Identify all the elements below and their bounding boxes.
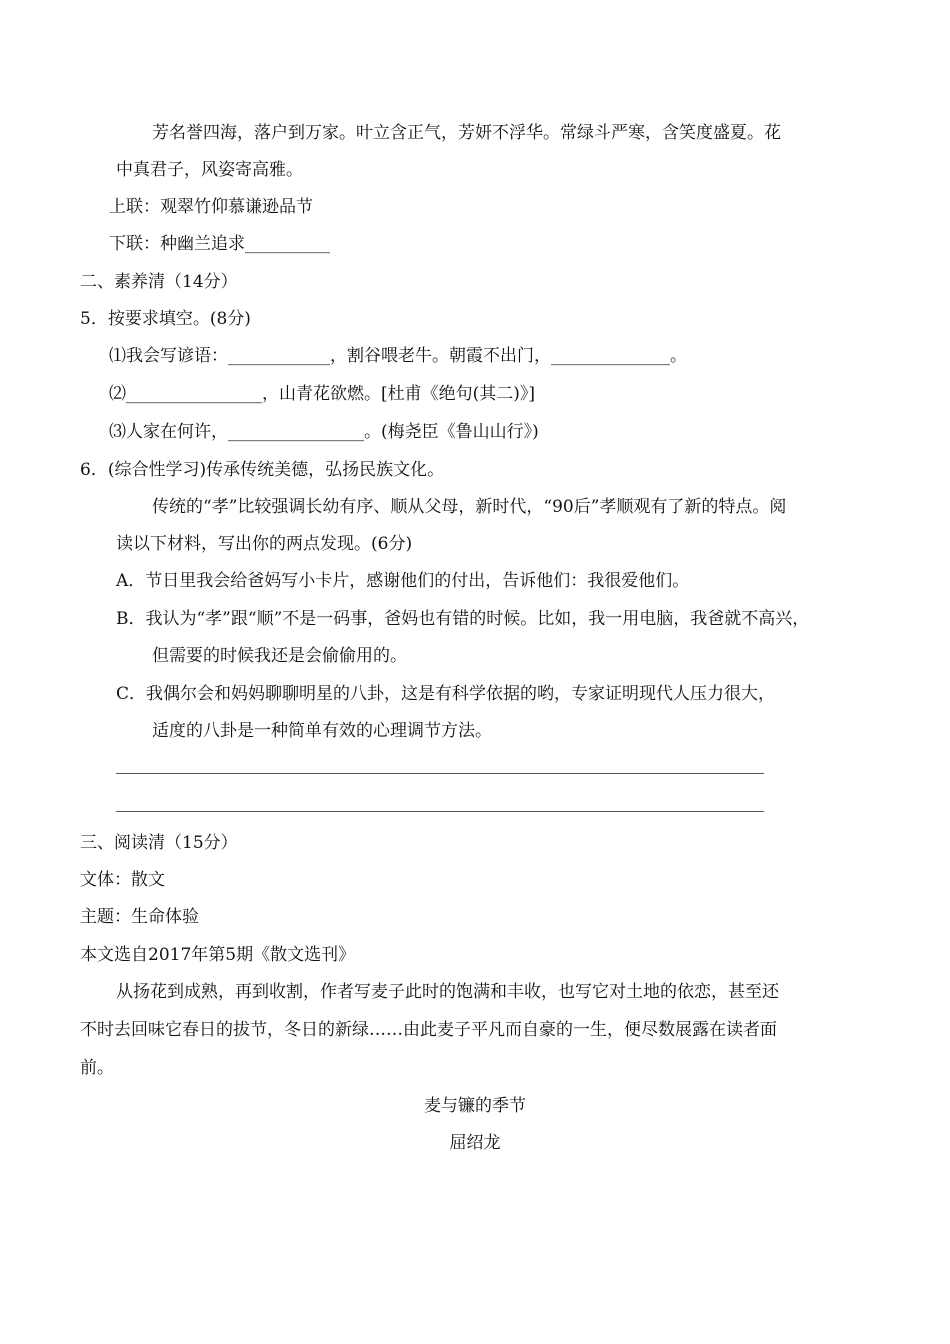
reading-intro-line-3: 前。: [80, 1058, 114, 1078]
couplet-lower: 下联：种幽兰追求__________: [109, 234, 330, 254]
answer-line-1[interactable]: [116, 773, 764, 774]
question-6-intro-2: 读以下材料，写出你的两点发现。(6分): [116, 534, 413, 554]
reading-intro-line-2: 不时去回味它春日的拔节，冬日的新绿……由此麦子平凡而自豪的一生，便尽数展露在读者面: [80, 1020, 777, 1040]
question-5-item-2: ⑵________________，山青花欲燃。[杜甫《绝句(其二)》]: [109, 384, 536, 404]
article-author: 屈绍龙: [449, 1133, 501, 1153]
couplet-upper: 上联：观翠竹仰慕谦逊品节: [109, 197, 313, 217]
poem-line-2: 中真君子，风姿寄高雅。: [116, 160, 303, 180]
question-5-item-3: ⑶人家在何许，________________。(梅尧臣《鲁山山行》): [109, 422, 539, 442]
article-title: 麦与镰的季节: [424, 1096, 526, 1116]
question-6-option-c-line-1: C．我偶尔会和妈妈聊聊明星的八卦，这是有科学依据的哟，专家证明现代人压力很大，: [116, 684, 776, 704]
answer-line-2[interactable]: [116, 811, 764, 812]
question-6-option-c-line-2: 适度的八卦是一种简单有效的心理调节方法。: [152, 721, 492, 741]
question-6-option-b-line-1: B．我认为“孝”跟“顺”不是一码事，爸妈也有错的时候。比如，我一用电脑，我爸就不高兴，: [116, 609, 810, 629]
theme-label: 主题：生命体验: [80, 907, 199, 927]
question-6-option-a: A．节日里我会给爸妈写小卡片，感谢他们的付出，告诉他们：我很爱他们。: [116, 571, 690, 591]
reading-intro-line-1: 从扬花到成熟，再到收割，作者写麦子此时的饱满和丰收，也写它对土地的依恋，甚至还: [116, 982, 779, 1002]
question-5-title: 5．按要求填空。(8分): [80, 309, 251, 329]
question-6-option-b-line-2: 但需要的时候我还是会偷偷用的。: [152, 646, 407, 666]
question-6-title: 6．(综合性学习)传承传统美德，弘扬民族文化。: [80, 460, 445, 480]
section-3-heading: 三、阅读清（15分）: [80, 833, 238, 853]
section-2-heading: 二、素养清（14分）: [80, 272, 238, 292]
source-label: 本文选自2017年第5期《散文选刊》: [80, 945, 356, 965]
poem-line-1: 芳名誉四海，落户到万家。叶立含正气，芳妍不浮华。常绿斗严寒，含笑度盛夏。花: [152, 123, 781, 143]
question-5-item-1: ⑴我会写谚语：____________，割谷喂老牛。朝霞不出门，______________。: [109, 346, 687, 366]
genre-label: 文体：散文: [80, 870, 165, 890]
question-6-intro-1: 传统的“孝”比较强调长幼有序、顺从父母，新时代，“90后”孝顺观有了新的特点。阅: [152, 497, 787, 517]
